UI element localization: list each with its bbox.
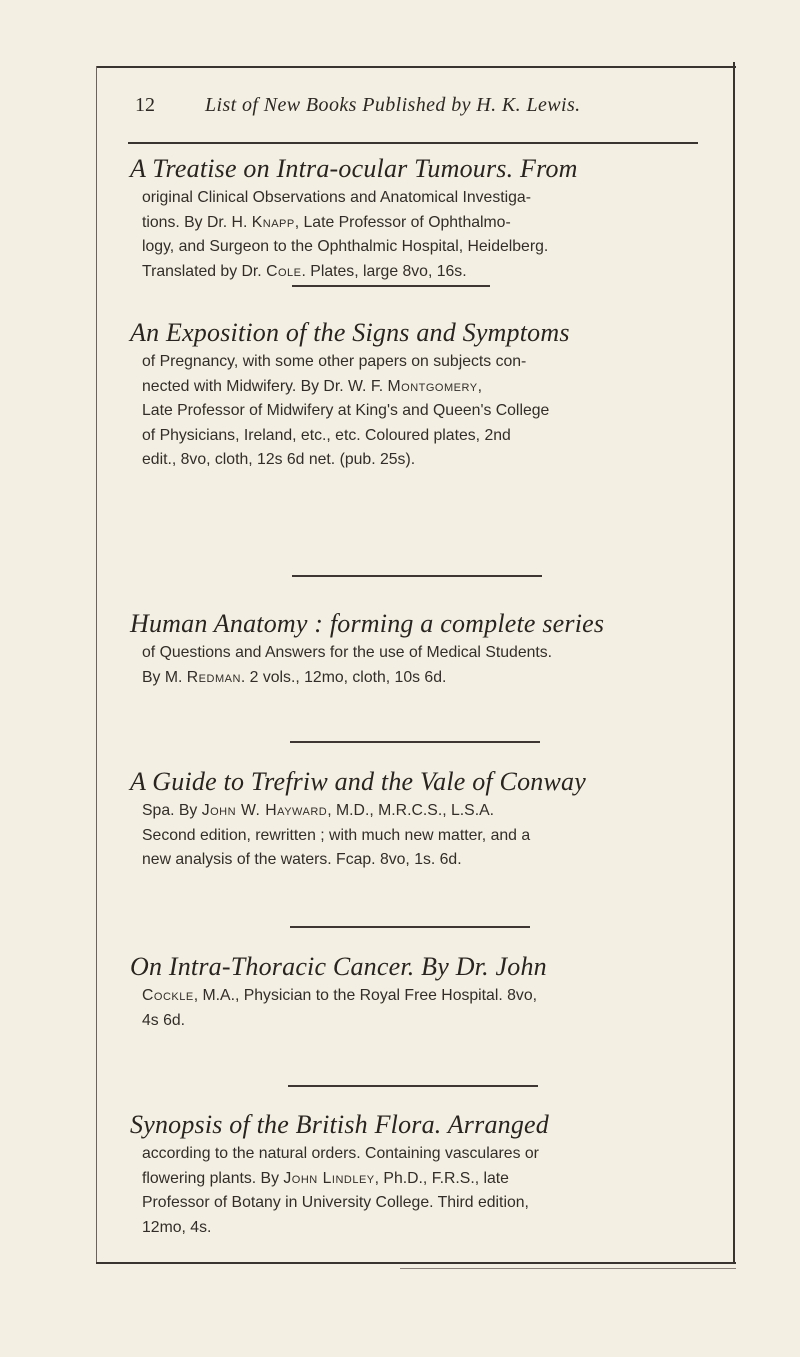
description-text: , Ph.D., F.R.S., late (374, 1169, 509, 1187)
header-rule (128, 142, 698, 144)
book-title: A Guide to Trefriw and the Vale of Conway (130, 767, 586, 796)
description-text: , M.A., Physician to the Royal Free Hospital. 8vo, (193, 987, 537, 1004)
description-text: nected with Midwifery. By Dr. W. F. (142, 377, 388, 395)
description-text: according to the natural orders. Containing vasculares or (142, 1145, 539, 1162)
description-text: Professor of Botany in University College. Third edition, (142, 1194, 529, 1212)
book-description (142, 641, 705, 690)
page-edge-top (96, 66, 736, 68)
description-text: 4s 6d. (142, 1011, 186, 1029)
book-title: An Exposition of the Signs and Symptoms (130, 318, 570, 347)
book-title: Human Anatomy : forming a complete series (130, 609, 605, 638)
author-name: John Lindley (283, 1169, 375, 1187)
description-text: Translated by Dr. (142, 262, 267, 280)
description-text: Late Professor of Midwifery at King's and Queen's College (142, 402, 550, 420)
page-edge-bottom (96, 1262, 736, 1264)
author-name: Montgomery (387, 377, 478, 395)
book-description (142, 1142, 705, 1240)
description-text: , M.D., M.R.C.S., L.S.A. (327, 802, 495, 819)
book-title: Synopsis of the British Flora. Arranged (130, 1110, 549, 1139)
description-text: , Late Professor of Ophthalmo- (294, 213, 511, 231)
book-description (142, 186, 705, 284)
description-text: Spa. By (142, 802, 202, 819)
author-name: Cole (266, 262, 302, 280)
page-number: 12 (135, 94, 155, 116)
author-name: Cockle (142, 987, 194, 1004)
book-entry-human-anatomy (130, 607, 705, 690)
description-text: new analysis of the waters. Fcap. 8vo, 1s. 6d. (142, 851, 462, 869)
page-edge-shadow (400, 1268, 736, 1269)
description-text: of Pregnancy, with some other papers on subjects con- (142, 353, 527, 370)
book-entry-trefriw-guide (130, 765, 705, 873)
description-text: of Physicians, Ireland, etc., etc. Coloured plates, 2nd (142, 426, 511, 444)
description-text: of Questions and Answers for the use of Medical Students. (142, 644, 553, 661)
page-edge-right (733, 62, 735, 1262)
description-text: By M. (142, 668, 187, 686)
description-text: , (477, 377, 482, 395)
book-entry-intra-thoracic-cancer (130, 950, 705, 1033)
separator-rule (288, 1085, 538, 1087)
description-text: edit., 8vo, cloth, 12s 6d net. (pub. 25s). (142, 451, 416, 469)
running-head (135, 94, 695, 124)
description-text: . Plates, large 8vo, 16s. (301, 262, 467, 280)
description-text: . 2 vols., 12mo, cloth, 10s 6d. (240, 668, 447, 686)
separator-rule (292, 575, 542, 577)
description-text: logy, and Surgeon to the Ophthalmic Hospital, Heidelberg. (142, 238, 549, 256)
running-head-title: List of New Books Published by H. K. Lewis. (205, 94, 581, 116)
book-title: A Treatise on Intra-ocular Tumours. From (130, 154, 578, 183)
book-entry-british-flora (130, 1108, 705, 1240)
author-name: Redman (186, 668, 241, 686)
book-entry-signs-of-pregnancy (130, 316, 705, 473)
separator-rule (292, 285, 490, 287)
author-name: John W. Hayward (201, 802, 328, 819)
separator-rule (290, 741, 540, 743)
book-description (142, 984, 705, 1033)
description-text: flowering plants. By (142, 1169, 284, 1187)
book-description (142, 350, 705, 473)
description-text: Second edition, rewritten ; with much new matter, and a (142, 826, 531, 844)
separator-rule (290, 926, 530, 928)
description-text: 12mo, 4s. (142, 1218, 212, 1236)
page-edge-left (96, 66, 97, 1262)
book-description (142, 799, 705, 873)
author-name: Knapp (251, 213, 295, 231)
description-text: original Clinical Observations and Anatomical Investiga- (142, 189, 531, 206)
book-title: On Intra-Thoracic Cancer. By Dr. John (130, 952, 547, 981)
book-entry-intra-ocular-tumours (130, 152, 705, 284)
description-text: tions. By Dr. H. (142, 213, 252, 231)
